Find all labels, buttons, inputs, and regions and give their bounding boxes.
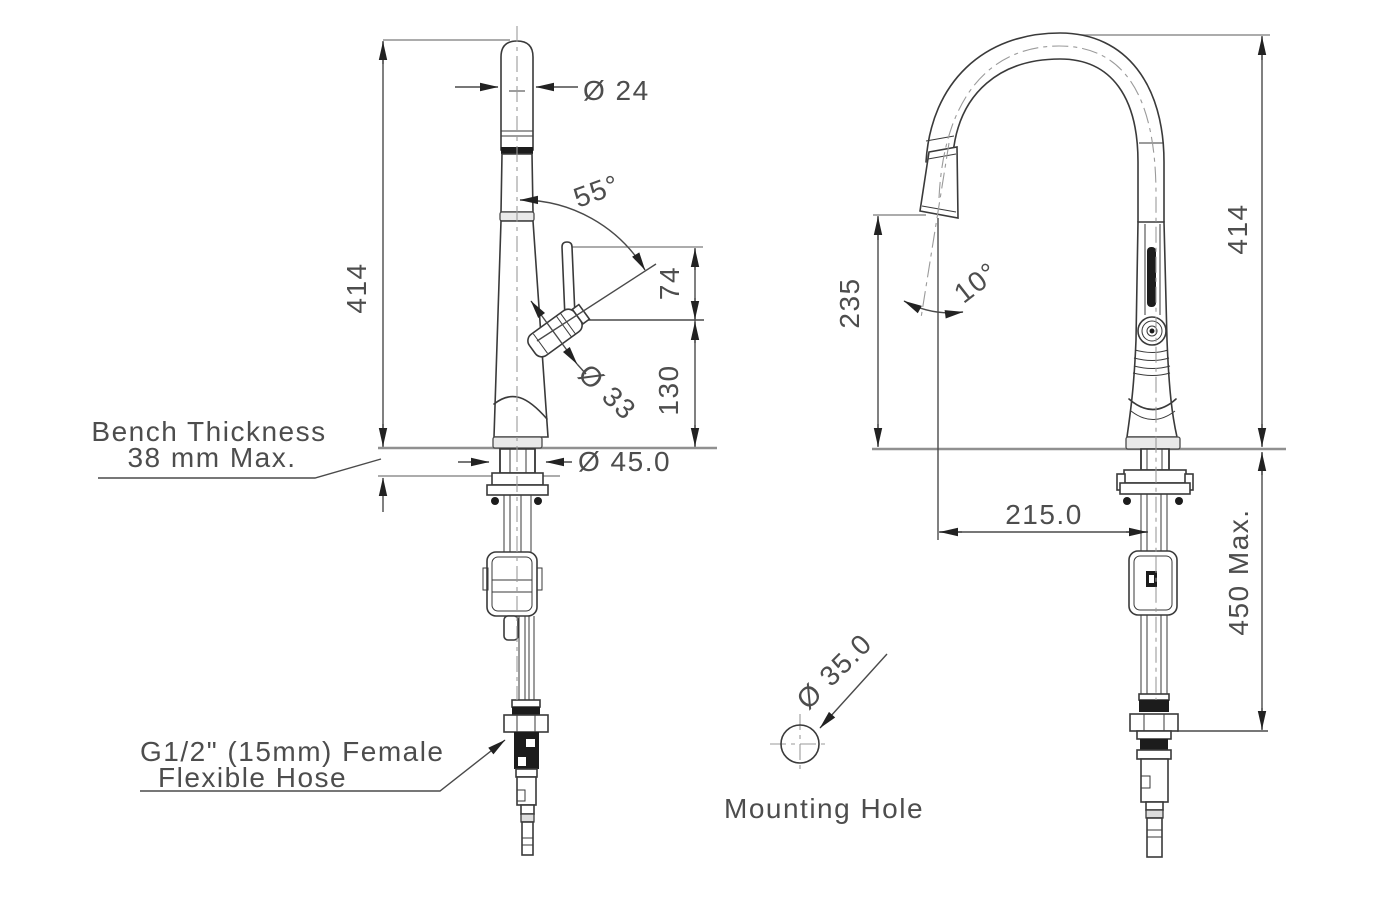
side-base-collar bbox=[1126, 437, 1180, 449]
spout-reach-label: 215.0 bbox=[1005, 499, 1083, 530]
under-bench-clearance-label: 450 Max. bbox=[1223, 508, 1254, 636]
spray-angle-label: 10° bbox=[948, 255, 1005, 310]
base-diameter-label: Ø 45.0 bbox=[578, 446, 672, 477]
handle-diameter-label: Ø 33 bbox=[572, 357, 643, 427]
bench-note-line2: 38 mm Max. bbox=[127, 442, 297, 473]
handle-angle-label: 55° bbox=[569, 168, 625, 214]
hose-note-line2: Flexible Hose bbox=[158, 762, 348, 793]
lever-back bbox=[1147, 247, 1156, 307]
spout-diameter-label: Ø 24 bbox=[583, 75, 650, 106]
bench-note-line1: Bench Thickness bbox=[91, 416, 327, 447]
mounting-hole-diameter-label: Ø 35.0 bbox=[790, 627, 879, 716]
under-bench-hardware-side bbox=[1117, 470, 1193, 694]
side-view bbox=[920, 33, 1193, 857]
centerlines bbox=[517, 26, 1156, 700]
mounting-bracket-front bbox=[487, 552, 537, 616]
side-height-label: 414 bbox=[1222, 203, 1253, 255]
hose-connector-side bbox=[1130, 694, 1178, 857]
gooseneck-arch bbox=[926, 33, 1164, 222]
hose-note-line1: G1/2" (15mm) Female bbox=[140, 736, 445, 767]
hose-connector-front bbox=[504, 700, 548, 855]
handle-rise-label: 74 bbox=[654, 265, 685, 301]
handle-height-label: 130 bbox=[653, 364, 684, 416]
front-height-label: 414 bbox=[341, 262, 372, 314]
handle-lever bbox=[562, 242, 575, 318]
spout-clearance-label: 235 bbox=[834, 277, 865, 329]
under-bench-hardware-front bbox=[483, 473, 548, 701]
mounting-hole-label: Mounting Hole bbox=[724, 793, 925, 824]
